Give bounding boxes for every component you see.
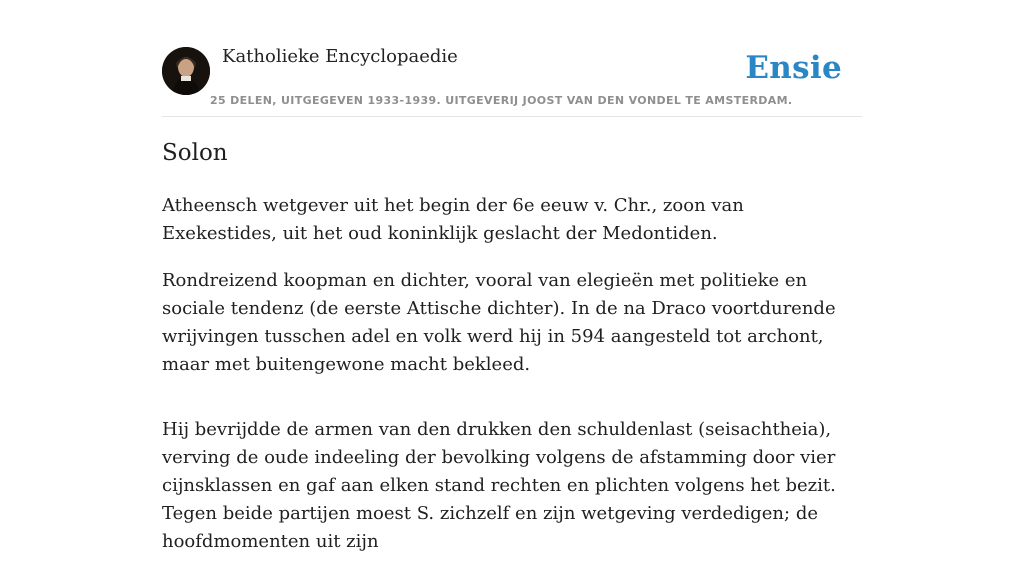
article-title: Solon bbox=[162, 140, 228, 166]
source-title[interactable]: Katholieke Encyclopaedie bbox=[222, 46, 458, 67]
portrait-icon bbox=[162, 47, 210, 95]
article-paragraph: Hij bevrijdde de armen van den drukken den schuldenlast (seisachtheia), verving de oude indeeling der bevolking volgens de afstamming door vier cijnsklassen en gaf aan elken stand rechten en plichten volgens het bezit. Tegen beide partijen moest S. zichzelf en zijn wetgeving verdedigen; de hoofdmomenten uit zijn bbox=[162, 419, 836, 552]
article-body bbox=[162, 192, 862, 575]
source-subtitle: 25 DELEN, UITGEGEVEN 1933-1939. UITGEVERIJ JOOST VAN DEN VONDEL TE AMSTERDAM. bbox=[210, 94, 793, 107]
brand-logo[interactable]: Ensie bbox=[745, 50, 842, 86]
site-header bbox=[162, 0, 862, 117]
article-paragraph: Atheensch wetgever uit het begin der 6e eeuw v. Chr., zoon van Exekestides, uit het oud koninklijk geslacht der Medontiden. bbox=[162, 195, 744, 244]
page-container bbox=[162, 0, 862, 552]
portrait-avatar[interactable] bbox=[162, 47, 210, 95]
article-paragraph: Rondreizend koopman en dichter, vooral van elegieën met politieke en sociale tendenz (de eerste Attische dichter). In de na Draco voortdurende wrijvingen tusschen adel en volk werd hij in 594 aangesteld tot archont, maar met buitengewone macht bekleed. bbox=[162, 270, 836, 375]
